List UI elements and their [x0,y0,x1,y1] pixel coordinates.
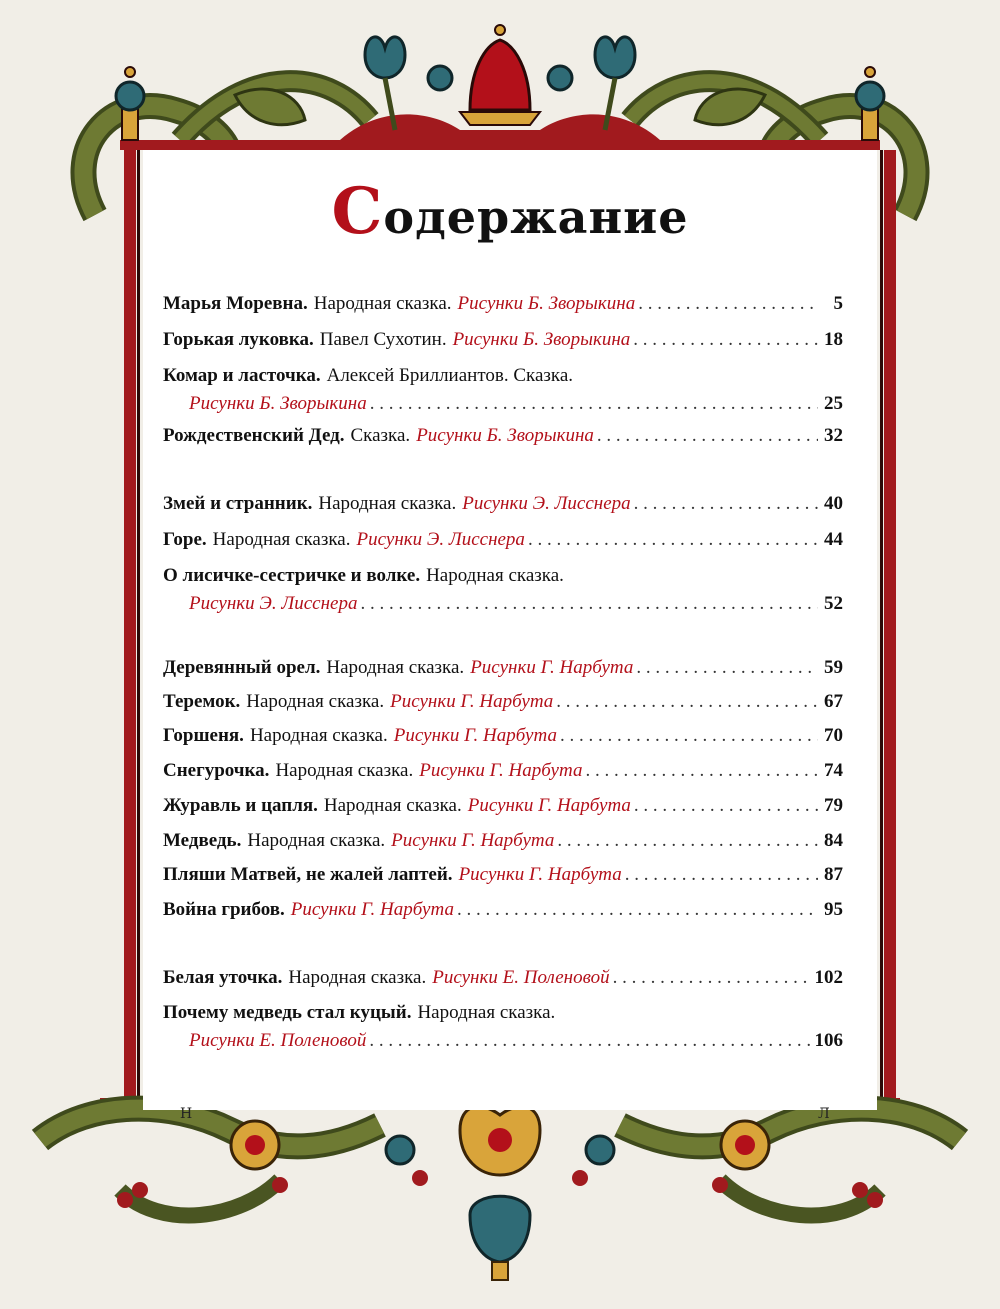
frame-right-bar [884,150,896,1100]
dot-leader [370,392,818,416]
page-number: 18 [824,329,843,350]
story-desc: Народная сказка. [288,967,427,988]
dot-leader [613,966,812,990]
story-title: Снегурочка. [163,760,270,781]
story-title: Теремок. [163,691,241,712]
dot-leader [633,328,818,352]
monogram-right: Л [818,1106,830,1122]
page-number: 32 [824,425,843,446]
page-number: 52 [824,593,843,614]
illustrator: Рисунки Г. Нарбута [458,864,622,885]
toc-entry[interactable] [163,794,843,818]
dot-leader [634,492,818,516]
page-number: 67 [824,691,843,712]
story-title: Комар и ласточка. [163,365,321,386]
dot-leader [638,292,818,316]
toc-entry[interactable] [163,724,843,748]
toc-entry[interactable] [163,564,843,616]
toc-entry[interactable] [163,690,843,714]
dot-leader [369,1029,811,1053]
story-desc: Народная сказка. [313,293,452,314]
toc-entry[interactable] [163,492,843,516]
toc-entry[interactable] [163,898,843,922]
toc-entry[interactable] [163,528,843,552]
story-title: Рождественский Дед. [163,425,345,446]
story-title: Журавль и цапля. [163,795,318,816]
story-desc: Народная сказка. [426,565,564,586]
toc-entry[interactable] [163,328,843,352]
illustrator: Рисунки Е. Поленовой [432,967,610,988]
dot-leader [585,759,818,783]
dot-leader [360,592,818,616]
monogram-left: Н [180,1106,193,1122]
page-title [143,174,877,249]
story-title: Змей и странник. [163,493,313,514]
story-desc: Народная сказка. [318,493,457,514]
dot-leader [625,863,818,887]
page-number: 59 [824,657,843,678]
story-title: Белая уточка. [163,967,283,988]
illustrator: Рисунки Б. Зворыкина [189,393,367,414]
story-desc: Народная сказка. [326,657,465,678]
illustrator: Рисунки Э. Лисснера [356,529,525,550]
story-desc: Павел Сухотин. [319,329,447,350]
page-number: 70 [824,725,843,746]
toc-entry[interactable] [163,759,843,783]
page-number: 95 [824,899,843,920]
story-desc: Народная сказка. [323,795,462,816]
toc-entry[interactable] [163,863,843,887]
illustrator: Рисунки Г. Нарбута [470,657,634,678]
story-title: Горе. [163,529,207,550]
dot-leader [557,829,818,853]
page-number: 44 [824,529,843,550]
story-title: Медведь. [163,830,242,851]
dot-leader [634,794,818,818]
story-title: Деревянный орел. [163,657,321,678]
story-desc: Народная сказка. [249,725,388,746]
dot-leader [597,424,818,448]
frame-left-bar [124,150,136,1100]
dot-leader [528,528,818,552]
illustrator: Рисунки Г. Нарбута [419,760,583,781]
page-number: 79 [824,795,843,816]
dot-leader [636,656,818,680]
story-title: Горькая луковка. [163,329,314,350]
dot-leader [560,724,818,748]
illustrator: Рисунки Е. Поленовой [189,1030,367,1051]
story-title: Почему медведь стал куцый. [163,1002,412,1023]
illustrator: Рисунки Б. Зворыкина [452,329,631,350]
story-desc: Народная сказка. [275,760,414,781]
story-title: Война грибов. [163,899,285,920]
story-desc: Народная сказка. [212,529,351,550]
page-number: 25 [824,393,843,414]
page-number: 87 [824,864,843,885]
illustrator: Рисунки Г. Нарбута [390,691,554,712]
page-number: 106 [814,1030,843,1051]
toc-entry[interactable] [163,656,843,680]
story-title: Марья Моревна. [163,293,308,314]
story-desc: Народная сказка. [246,691,385,712]
illustrator: Рисунки Э. Лисснера [462,493,631,514]
story-desc: Сказка. [350,425,411,446]
page-number: 74 [824,760,843,781]
title-rest: одержание [383,190,689,244]
illustrator: Рисунки Г. Нарбута [290,899,454,920]
page-number: 102 [814,967,843,988]
story-desc: Алексей Бриллиантов. Сказка. [326,365,574,386]
toc-entry[interactable] [163,966,843,990]
toc-entry[interactable] [163,364,843,416]
illustrator: Рисунки Г. Нарбута [393,725,557,746]
illustrator: Рисунки Г. Нарбута [467,795,631,816]
illustrator: Рисунки Г. Нарбута [391,830,555,851]
story-desc: Народная сказка. [247,830,386,851]
dot-leader [556,690,818,714]
illustrator: Рисунки Б. Зворыкина [457,293,636,314]
toc-entry[interactable] [163,829,843,853]
page-number: 84 [824,830,843,851]
illustrator: Рисунки Б. Зворыкина [416,425,594,446]
illustrator: Рисунки Э. Лисснера [189,593,358,614]
toc-entry[interactable] [163,292,843,316]
story-desc: Народная сказка. [417,1002,556,1023]
story-title: Пляши Матвей, не жалей лаптей. [163,864,453,885]
dot-leader [457,898,818,922]
story-title: О лисичке-сестричке и волке. [163,565,421,586]
page-number: 40 [824,493,843,514]
story-title: Горшеня. [163,725,244,746]
page-number: 5 [833,293,843,314]
title-first-letter: С [331,174,384,249]
toc-entry[interactable] [163,424,843,448]
toc-entry[interactable] [163,1001,843,1053]
